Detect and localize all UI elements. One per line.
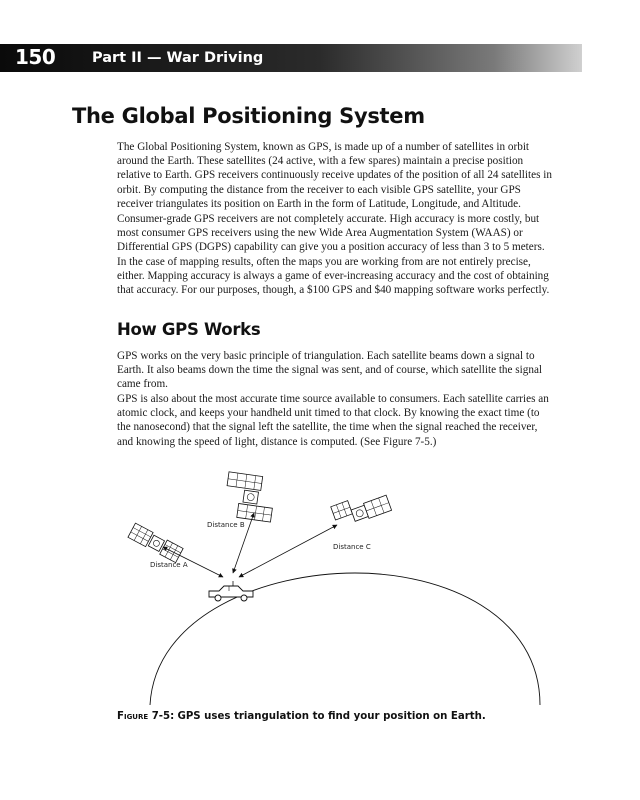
section-title: The Global Positioning System	[72, 104, 425, 128]
gps-triangulation-figure	[115, 465, 555, 705]
figure-illustration	[115, 465, 555, 705]
caption-text: GPS uses triangulation to find your position on Earth.	[177, 711, 486, 722]
page-number: 150	[15, 45, 56, 69]
distance-b-label: Distance B	[207, 521, 245, 529]
distance-c-arrow	[239, 525, 337, 577]
figure-caption	[117, 711, 486, 722]
body-paragraph: GPS is also about the most accurate time source available to consumers. Each satellite carries an atomic clock, and keeps your handheld unit timed to that clock. By knowing the exact time (to the nanosecond) that the signal left the satellite, the time when the signal reached the receiver, and knowing the speed of light, distance is computed. (See Figure 7-5.)	[117, 393, 549, 448]
satellite-b-icon	[223, 472, 277, 522]
satellite-c-icon	[331, 488, 392, 530]
body-paragraph: GPS works on the very basic principle of triangulation. Each satellite beams down a signal to Earth. It also beams down the time the signal was sent, and of course, which satellite the signal came from.	[117, 350, 543, 391]
body-paragraph: Consumer-grade GPS receivers are not completely accurate. High accuracy is more costly, but most consumer GPS receivers using the new Wide Area Augmentation System (WAAS) or Differential GPS (DGPS) capability can give you a position accuracy of less than 3 to 5 meters. In the case of mapping results, often the maps you are working from are not entirely precise, either. Mapping accuracy is always a game of ever-increasing accuracy and the cost of obtaining that accuracy. For our purposes, though, a $100 GPS and $40 mapping software works perfectly.	[117, 213, 550, 297]
distance-a-label: Distance A	[150, 561, 188, 569]
car-receiver-icon	[209, 581, 253, 601]
caption-number: Figure 7-5:	[117, 711, 175, 722]
running-header	[0, 44, 582, 72]
satellite-a-icon	[128, 523, 183, 562]
body-paragraph: The Global Positioning System, known as GPS, is made up of a number of satellites in orbit around the Earth. These satellites (24 active, with a few spares) maintain a precise position relative to Earth. GPS receivers continuously receive updates of the position of all 24 satellites in orbit. By computing the distance from the receiver to each visible GPS satellite, your GPS receiver triangulates its position on Earth in the form of Latitude, Longitude, and Altitude.	[117, 141, 552, 210]
distance-c-label: Distance C	[333, 543, 371, 551]
subsection-title: How GPS Works	[117, 320, 261, 339]
running-title: Part II — War Driving	[92, 50, 264, 66]
earth-outline	[150, 573, 540, 705]
